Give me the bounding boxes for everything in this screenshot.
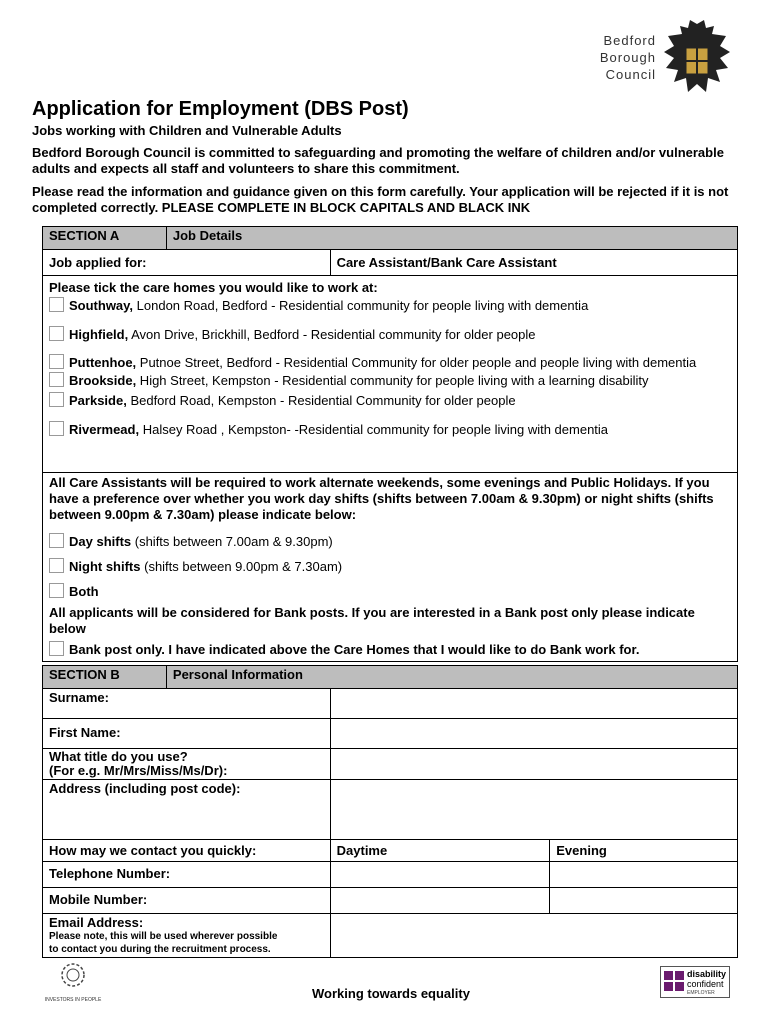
mobile-daytime-field[interactable] [330, 888, 550, 914]
disability-confident-icon [664, 971, 684, 993]
crest-icon [660, 18, 734, 100]
address-label: Address (including post code): [43, 780, 331, 840]
daytime-header: Daytime [330, 840, 550, 862]
laurel-icon [42, 962, 104, 992]
contact-label: How may we contact you quickly: [43, 840, 331, 862]
care-homes-section [43, 276, 738, 473]
council-name: Bedford Borough Council [599, 33, 656, 82]
checkbox[interactable] [49, 326, 64, 341]
mobile-label: Mobile Number: [43, 888, 331, 914]
page-title: Application for Employment (DBS Post) [32, 98, 409, 120]
investors-in-people-logo: INVESTORS IN PEOPLE [42, 962, 104, 1000]
section-b-label: SECTION B [43, 666, 167, 689]
title-field[interactable] [330, 749, 737, 780]
home-option-brookside[interactable]: Brookside, High Street, Kempston - Residential community for people living with a learning disability [49, 372, 731, 390]
job-applied-label: Job applied for: [43, 250, 331, 276]
first-name-field[interactable] [330, 719, 737, 749]
bank-only-option[interactable]: Bank post only. I have indicated above the Care Homes that I would like to do Bank work for. [49, 641, 731, 657]
checkbox[interactable] [49, 583, 64, 598]
email-label-cell: Email Address: Please note, this will be used wherever possible to contact you during the recruitment process. [43, 914, 331, 958]
surname-field[interactable] [330, 689, 737, 719]
title-label: What title do you use? (For e.g. Mr/Mrs/Miss/Ms/Dr): [43, 749, 331, 780]
checkbox[interactable] [49, 533, 64, 548]
email-field[interactable] [330, 914, 737, 958]
section-b-title: Personal Information [166, 666, 737, 689]
section-b-table [42, 665, 738, 958]
shift-option-day[interactable]: Day shifts (shifts between 7.00am & 9.30pm) [49, 533, 731, 549]
shift-preference-section [43, 473, 738, 662]
bank-info: All applicants will be considered for Bank posts. If you are interested in a Bank post only please indicate below [49, 605, 695, 636]
section-a-table [42, 226, 738, 662]
home-option-southway[interactable]: Southway, London Road, Bedford - Residential community for people living with dementia [49, 297, 731, 313]
checkbox[interactable] [49, 641, 64, 656]
surname-label: Surname: [43, 689, 331, 719]
address-field[interactable] [330, 780, 737, 840]
home-option-rivermead[interactable]: Rivermead, Halsey Road , Kempston- -Residential community for people living with dementia [49, 421, 731, 437]
intro-commitment: Bedford Borough Council is committed to safeguarding and promoting the welfare of children and/or vulnerable adults and expects all staff and volunteers to share this commitment. [32, 145, 724, 176]
intro-guidance: Please read the information and guidance given on this form carefully. Your application will be rejected if it is not completed correctly. PLEASE COMPLETE IN BLOCK CAPITALS AND BLACK INK [32, 184, 729, 215]
checkbox[interactable] [49, 558, 64, 573]
telephone-evening-field[interactable] [550, 862, 738, 888]
section-a-title: Job Details [166, 227, 737, 250]
shift-option-both[interactable]: Both [49, 583, 731, 599]
job-applied-value[interactable]: Care Assistant/Bank Care Assistant [330, 250, 737, 276]
council-logo [594, 18, 734, 100]
checkbox[interactable] [49, 297, 64, 312]
mobile-evening-field[interactable] [550, 888, 738, 914]
care-homes-prompt: Please tick the care homes you would like to work at: [49, 280, 378, 295]
disability-confident-logo: disability confident EMPLOYER [660, 966, 730, 998]
checkbox[interactable] [49, 392, 64, 407]
home-option-highfield[interactable]: Highfield, Avon Drive, Brickhill, Bedford - Residential community for older people [49, 326, 731, 342]
first-name-label: First Name: [43, 719, 331, 749]
checkbox[interactable] [49, 421, 64, 436]
checkbox[interactable] [49, 372, 64, 387]
evening-header: Evening [550, 840, 738, 862]
shift-option-night[interactable]: Night shifts (shifts between 9.00pm & 7.30am) [49, 558, 731, 574]
checkbox[interactable] [49, 354, 64, 369]
home-option-parkside[interactable]: Parkside, Bedford Road, Kempston - Residential Community for older people [49, 392, 731, 408]
home-option-puttenhoe[interactable]: Puttenhoe, Putnoe Street, Bedford - Residential Community for older people and people living with dementia [49, 354, 731, 372]
footer-tagline: Working towards equality [312, 986, 470, 1001]
section-a-label: SECTION A [43, 227, 167, 250]
shifts-info: All Care Assistants will be required to work alternate weekends, some evenings and Public Holidays. If you have a preference over whether you work day shifts (shifts between 7.00am & 9.30pm) or night shifts (shifts between 9.00pm & 7.30am) please indicate below: [49, 475, 714, 522]
telephone-label: Telephone Number: [43, 862, 331, 888]
telephone-daytime-field[interactable] [330, 862, 550, 888]
page-subtitle: Jobs working with Children and Vulnerable Adults [32, 123, 342, 138]
